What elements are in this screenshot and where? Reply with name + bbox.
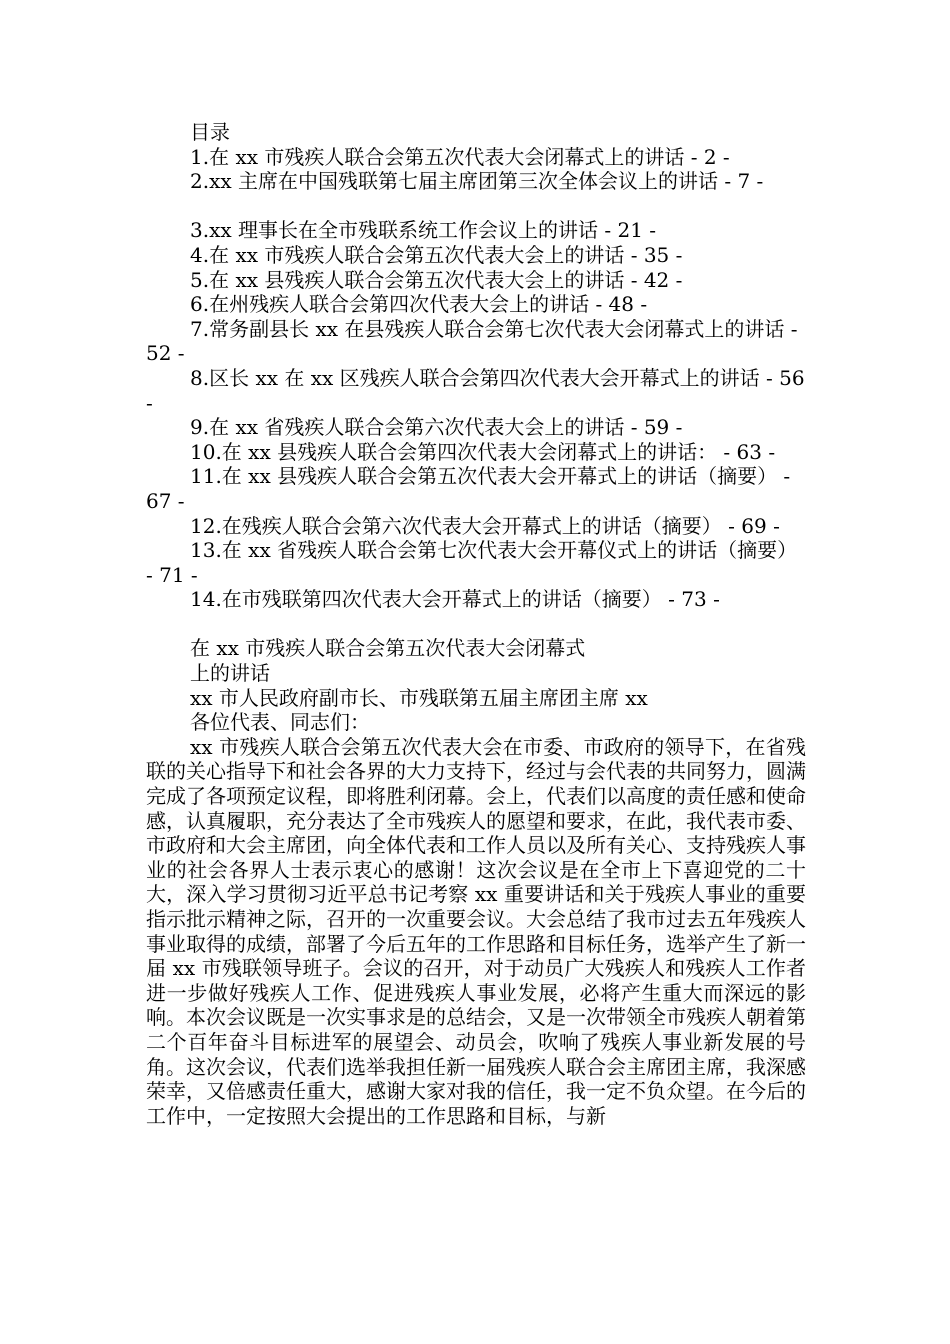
toc-entry-2: 2.xx 主席在中国残联第七届主席团第三次全体会议上的讲话 - 7 -: [190, 169, 764, 194]
toc-entry-7: 7.常务副县长 xx 在县残疾人联合会第七次代表大会闭幕式上的讲话 - 52 -: [146, 316, 804, 366]
speaker-line: xx 市人民政府副市长、市残联第五届主席团主席 xx: [190, 685, 648, 710]
speech-title-line-2: 上的讲话: [190, 661, 270, 686]
section-spacer: [146, 612, 806, 637]
toc-entry-11: 11.在 xx 县残疾人联合会第五次代表大会开幕式上的讲话（摘要） - 67 -: [146, 464, 797, 513]
toc-entry-3: 3.xx 理事长在全市残联系统工作会议上的讲话 - 21 -: [190, 218, 657, 243]
toc-spacer: [146, 194, 806, 219]
speech-paragraph: xx 市残疾人联合会第五次代表大会在市委、市政府的领导下，在省残联的关心指导下和社会各界的大力支持下，经过与会代表的共同努力，圆满完成了各项预定议程，即将胜利闭幕。会上，代表们以高度的责任感和使命感，认真履职，充分表达了全市残疾人的愿望和要求，在此，我代表市委、市政府和大会主席团，向全体代表和工作人员以及所有关心、支持残疾人事业的社会各界人士表示衷心的感谢！这次会议是在全市上下喜迎党的二十大，深入学习贯彻习近平总书记考察 xx 重要讲话和关于残疾人事业的重要指示批示精神之际，召开的一次重要会议。大会总结了我市过去五年残疾人事业取得的成绩，部署了今后五年的工作思路和目标任务，选举产生了新一届 xx 市残联领导班子。会议的召开，对于动员广大残疾人和残疾人工作者进一步做好残疾人工作、促进残疾人事业发展，必将产生重大而深远的影响。本次会议既是一次实事求是的总结会，又是一次带领全市残疾人朝着第二个百年奋斗目标进军的展望会、动员会，吹响了残疾人事业新发展的号角。这次会议，代表们选举我担任新一届残疾人联合会主席团主席，我深感荣幸，又倍感责任重大，感谢大家对我的信任，我一定不负众望。在今后的工作中，一定按照大会提出的工作思路和目标，与新: [146, 734, 806, 1128]
toc-entry-12: 12.在残疾人联合会第六次代表大会开幕式上的讲话（摘要） - 69 -: [190, 513, 780, 538]
toc-entry-1: 1.在 xx 市残疾人联合会第五次代表大会闭幕式上的讲话 - 2 -: [190, 144, 730, 169]
toc-entry-5: 5.在 xx 县残疾人联合会第五次代表大会上的讲话 - 42 -: [190, 267, 683, 292]
toc-entry-4: 4.在 xx 市残疾人联合会第五次代表大会上的讲话 - 35 -: [190, 242, 683, 267]
toc-entry-6: 6.在州残疾人联合会第四次代表大会上的讲话 - 48 -: [190, 292, 648, 317]
toc-entry-10: 10.在 xx 县残疾人联合会第四次代表大会闭幕式上的讲话： - 63 -: [190, 439, 776, 464]
toc-entry-13: 13.在 xx 省残疾人联合会第七次代表大会开幕仪式上的讲话（摘要） - 71 -: [146, 538, 804, 587]
toc-title: 目录: [190, 120, 230, 144]
speech-title-line-1: 在 xx 市残疾人联合会第五次代表大会闭幕式: [190, 636, 586, 661]
document-content: [146, 120, 811, 1128]
table-of-contents: [146, 144, 811, 612]
toc-entry-9: 9.在 xx 省残疾人联合会第六次代表大会上的讲话 - 59 -: [190, 415, 683, 440]
toc-entry-8: 8.区长 xx 在 xx 区残疾人联合会第四次代表大会开幕式上的讲话 - 56 -: [146, 365, 811, 415]
toc-entry-14: 14.在市残联第四次代表大会开幕式上的讲话（摘要） - 73 -: [190, 587, 720, 612]
salutation: 各位代表、同志们：: [190, 710, 370, 735]
